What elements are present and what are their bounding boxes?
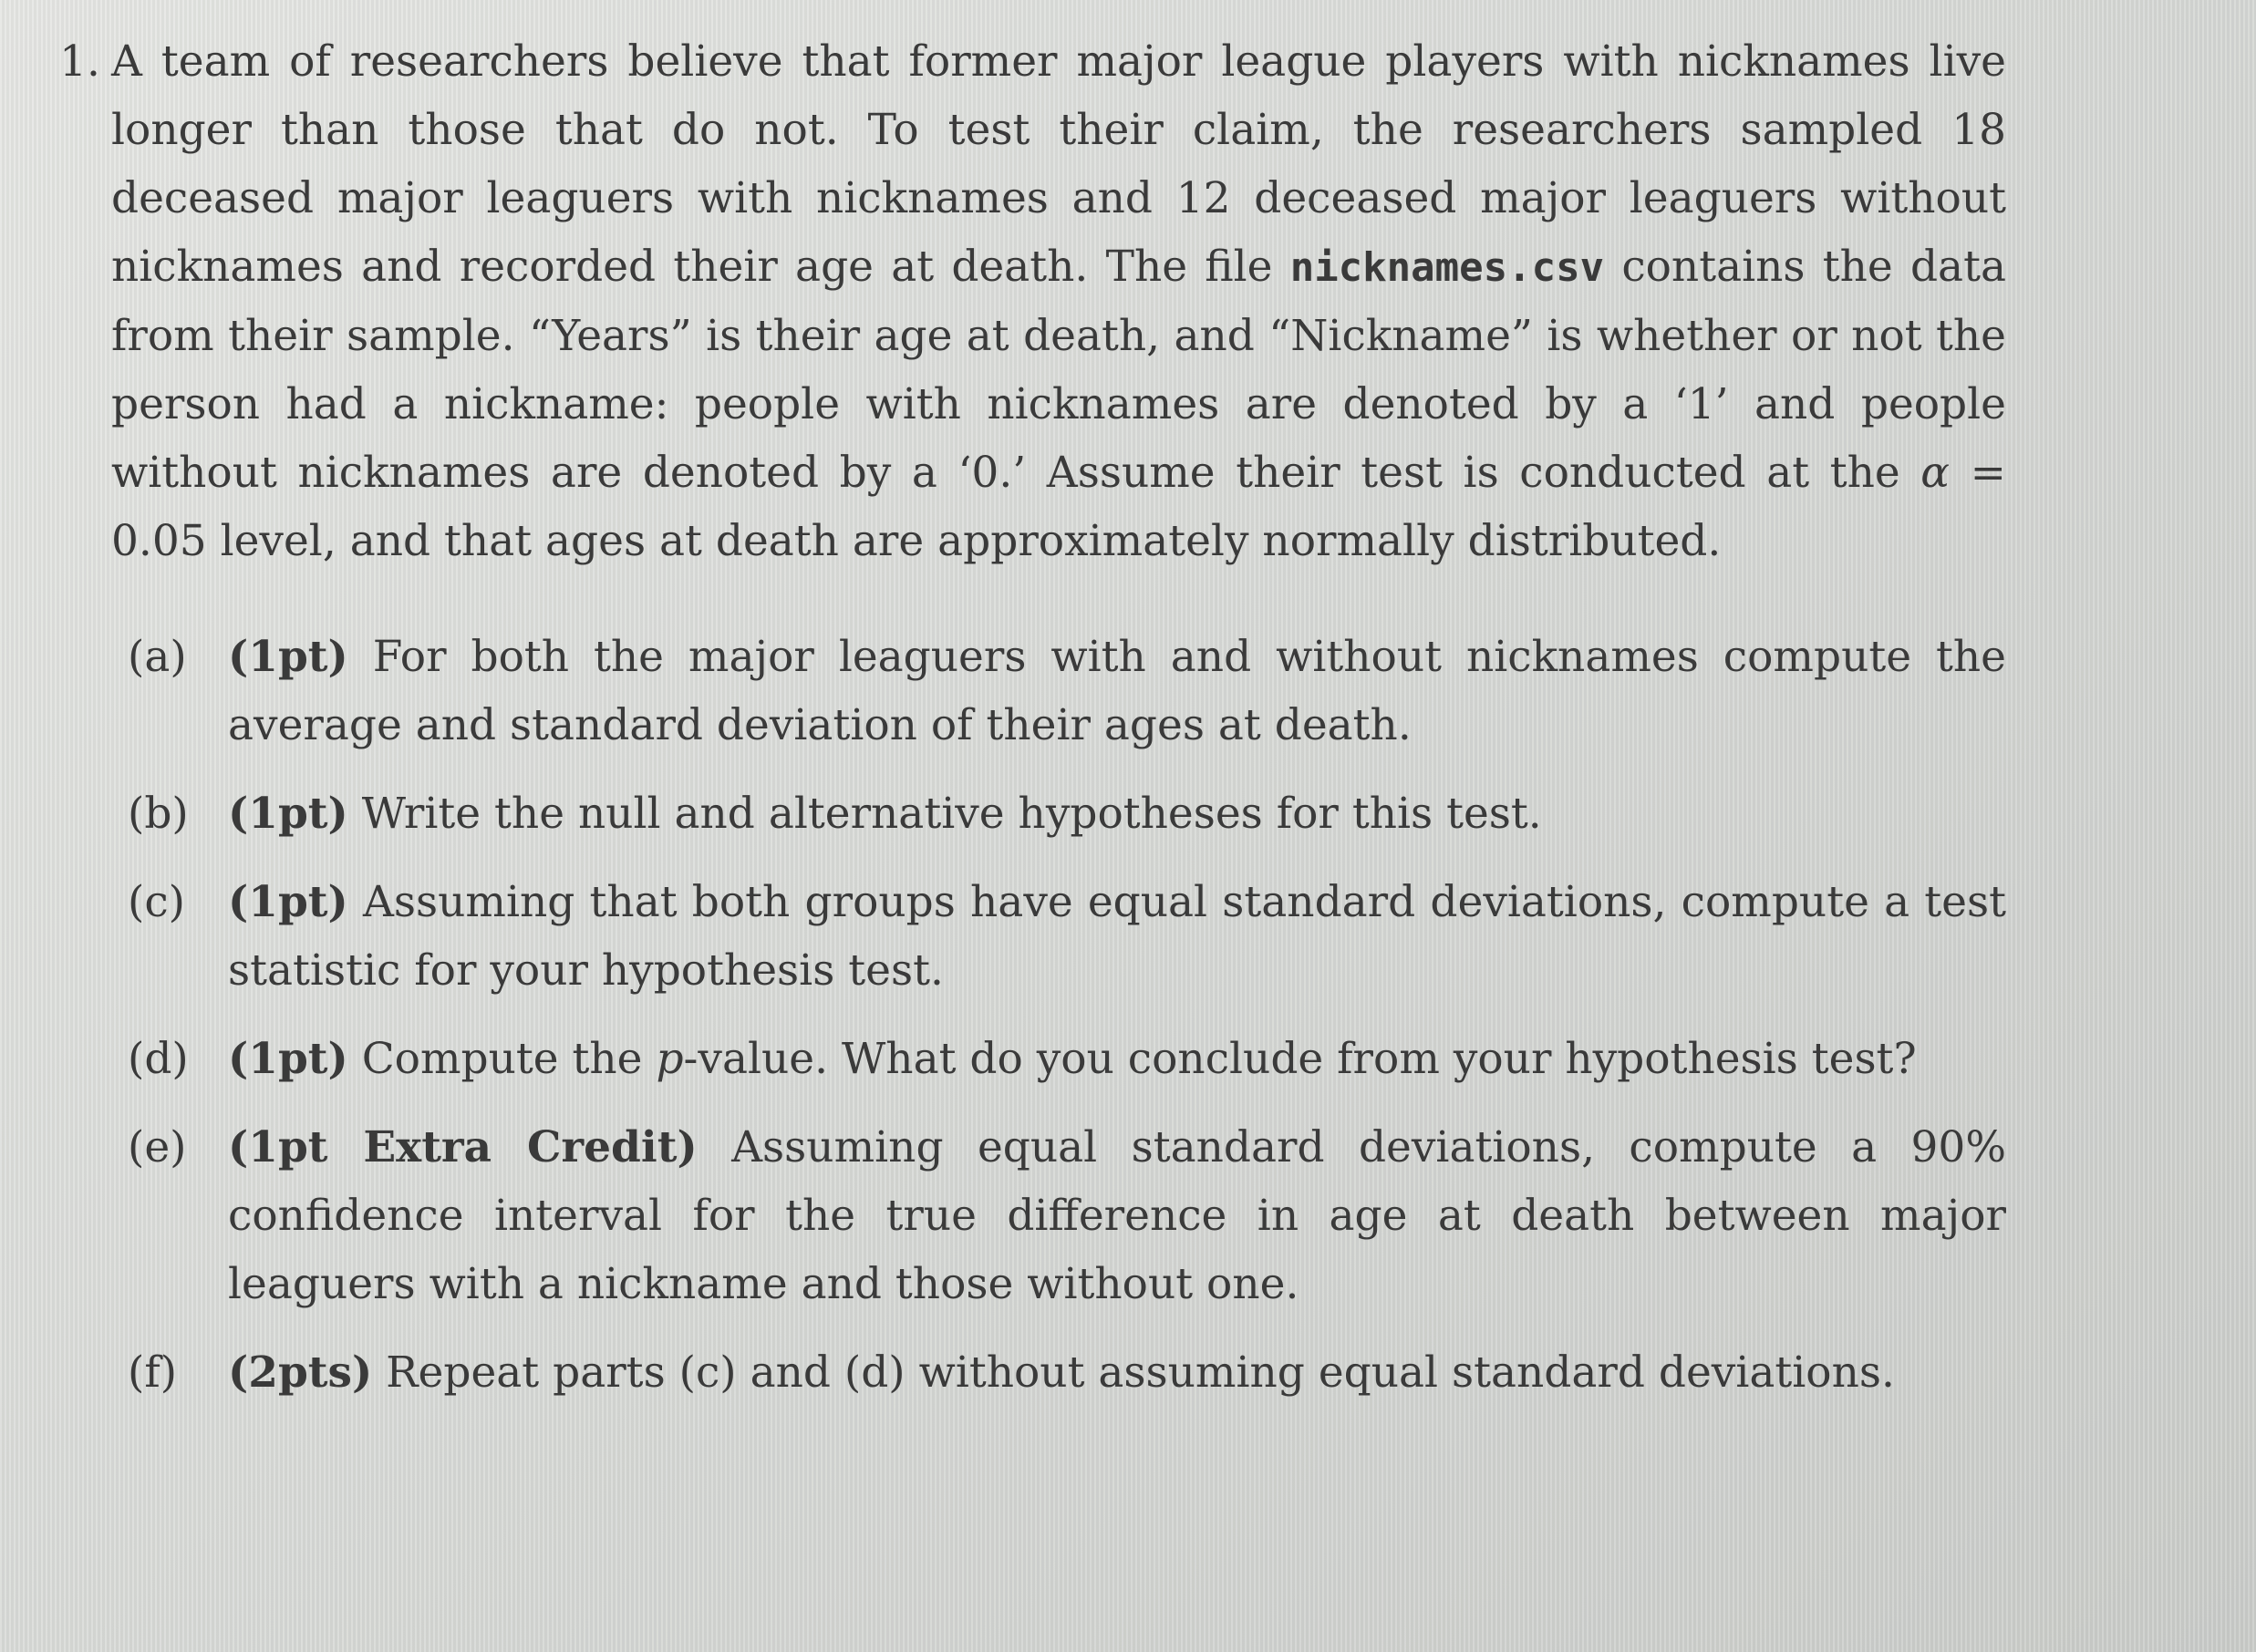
part-d: [128, 1025, 2006, 1093]
p-symbol: p: [656, 1034, 684, 1084]
problem-text-intro: A team of researchers believe that former major league players with nicknames live longer than those that do not. To test their claim, the researchers sampled 18 deceased major leaguers with nicknames and 12 deceased major leaguers without nicknames and recorded their age at death. The file: [111, 36, 2006, 292]
part-points: (1pt): [228, 632, 348, 682]
problem-sheet: [0, 27, 2006, 1427]
part-text: Write the null and alternative hypotheses for this test.: [347, 789, 1542, 839]
part-a: [128, 623, 2006, 759]
part-b: [128, 780, 2006, 848]
part-text: For both the major leaguers with and without nicknames compute the average and standard deviation of their ages at death.: [228, 632, 2006, 750]
problem-parts-list: [0, 623, 2006, 1407]
problem-statement: [111, 36, 2006, 566]
problem-text-end: = 0.05 level, and that ages at death are approximately normally distributed.: [111, 448, 2006, 566]
part-text: Assuming equal standard deviations, compute a 90% confidence interval for the true difference in age at death between major leaguers with a nickname and those without one.: [228, 1122, 2006, 1309]
part-label: (e): [128, 1122, 187, 1172]
part-text: Repeat parts (c) and (d) without assuming equal standard deviations.: [372, 1347, 1895, 1398]
part-text: Assuming that both groups have equal standard deviations, compute a test statistic for your hypothesis test.: [228, 877, 2006, 996]
part-label: (b): [128, 789, 189, 839]
part-label: (f): [128, 1347, 178, 1398]
part-e: [128, 1113, 2006, 1318]
problem-number: 1.: [59, 36, 100, 87]
problem-text-middle: contains the data from their sample. “Years” is their age at death, and “Nickname” is whether or not the person had a nickname: people with nicknames are denoted by a ‘1’ and people without nicknames are denoted by a ‘0.’ Assume their test is conducted at the: [111, 242, 2006, 498]
part-text-intro: Compute the: [347, 1034, 657, 1084]
part-text: -value. What do you conclude from your hypothesis test?: [683, 1034, 1917, 1084]
part-c: [128, 868, 2006, 1005]
part-points: (1pt): [228, 789, 348, 839]
data-filename: nicknames.csv: [1289, 244, 1605, 291]
part-label: (a): [128, 632, 187, 682]
part-label: (d): [128, 1034, 189, 1084]
problem-1: [0, 27, 2006, 575]
part-points: (1pt): [228, 877, 348, 927]
part-points: (1pt Extra Credit): [228, 1122, 698, 1172]
part-points: (2pts): [228, 1347, 373, 1398]
part-f: [128, 1338, 2006, 1407]
part-points: (1pt): [228, 1034, 348, 1084]
alpha-symbol: α: [1920, 448, 1951, 498]
part-label: (c): [128, 877, 185, 927]
